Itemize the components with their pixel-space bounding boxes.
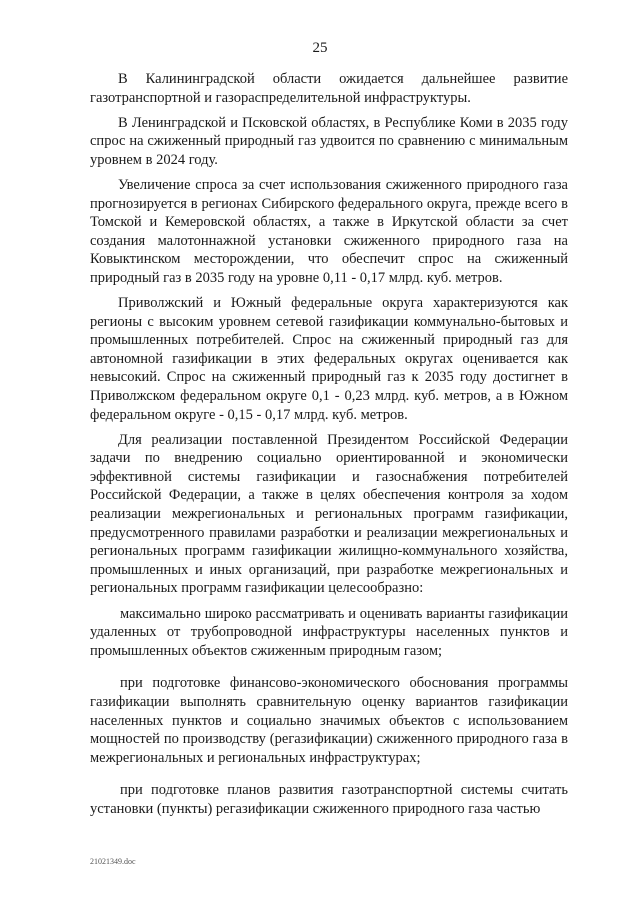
page-number: 25: [312, 40, 328, 56]
paragraph-kaliningrad: В Калининградской области ожидается дальнейшее развитие газотранспортной и газораспределительной инфраструктуры.: [90, 71, 568, 106]
paragraph-leningrad-pskov-komi: В Ленинградской и Псковской областях, в Республике Коми в 2035 году спрос на сжиженный природный газ удвоится по сравнению с минимальным уровнем в 2024 году.: [90, 114, 568, 168]
paragraph-presidential-task: Для реализации поставленной Президентом Российской Федерации задачи по внедрению социально ориентированной и экономически эффективной системы газификации и газоснабжения потребителей Российской Федерации, а также в целях обеспечения контроля за ходом реализации межрегиональных и региональных программ газификации, предусмотренного правилами разработки и реализации межрегиональных и региональных программ газификации жилищно-коммунального хозяйства, промышленных и иных организаций, при разработке межрегиональных и региональных программ газификации целесообразно:: [90, 431, 568, 597]
recommendation-item-2: при подготовке финансово-экономического обоснования программы газификации выполнять сравнительную оценку вариантов газификации населенных пунктов и социально значимых объектов с использованием мощностей по производству (регазификации) сжиженного природного газа в межрегиональных и региональных инфраструктурах;: [90, 675, 568, 766]
document-body: [90, 70, 568, 832]
paragraph-siberian-district: Увеличение спроса за счет использования сжиженного природного газа прогнозируется в регионах Сибирского федерального округа, прежде всего в Томской и Кемеровской областях, а также в Иркутской области за счет создания малотоннажной установки сжиженного природного газа на Ковыктинском месторождении, что обеспечит спрос на сжиженный природный газ в 2035 году на уровне 0,11 - 0,17 млрд. куб. метров.: [90, 176, 568, 286]
recommendation-item-1: максимально широко рассматривать и оценивать варианты газификации удаленных от трубопроводной инфраструктуры населенных пунктов и промышленных объектов сжиженным природным газом;: [90, 605, 568, 659]
recommendation-item-3: при подготовке планов развития газотранспортной системы считать установки (пункты) регазификации сжиженного природного газа частью: [90, 782, 568, 817]
paragraph-volga-southern-districts: Приволжский и Южный федеральные округа характеризуются как регионы с высоким уровнем сетевой газификации коммунально-бытовых и промышленных потребителей. Спрос на сжиженный природный газ для автономной газификации в этих федеральных округах оценивается как невысокий. Спрос на сжиженный природный газ к 2035 году достигнет в Приволжском федеральном округе 0,1 - 0,23 млрд. куб. метров, а в Южном федеральном округе - 0,15 - 0,17 млрд. куб. метров.: [90, 295, 568, 423]
document-file-code: 21021349.doc: [90, 857, 136, 866]
